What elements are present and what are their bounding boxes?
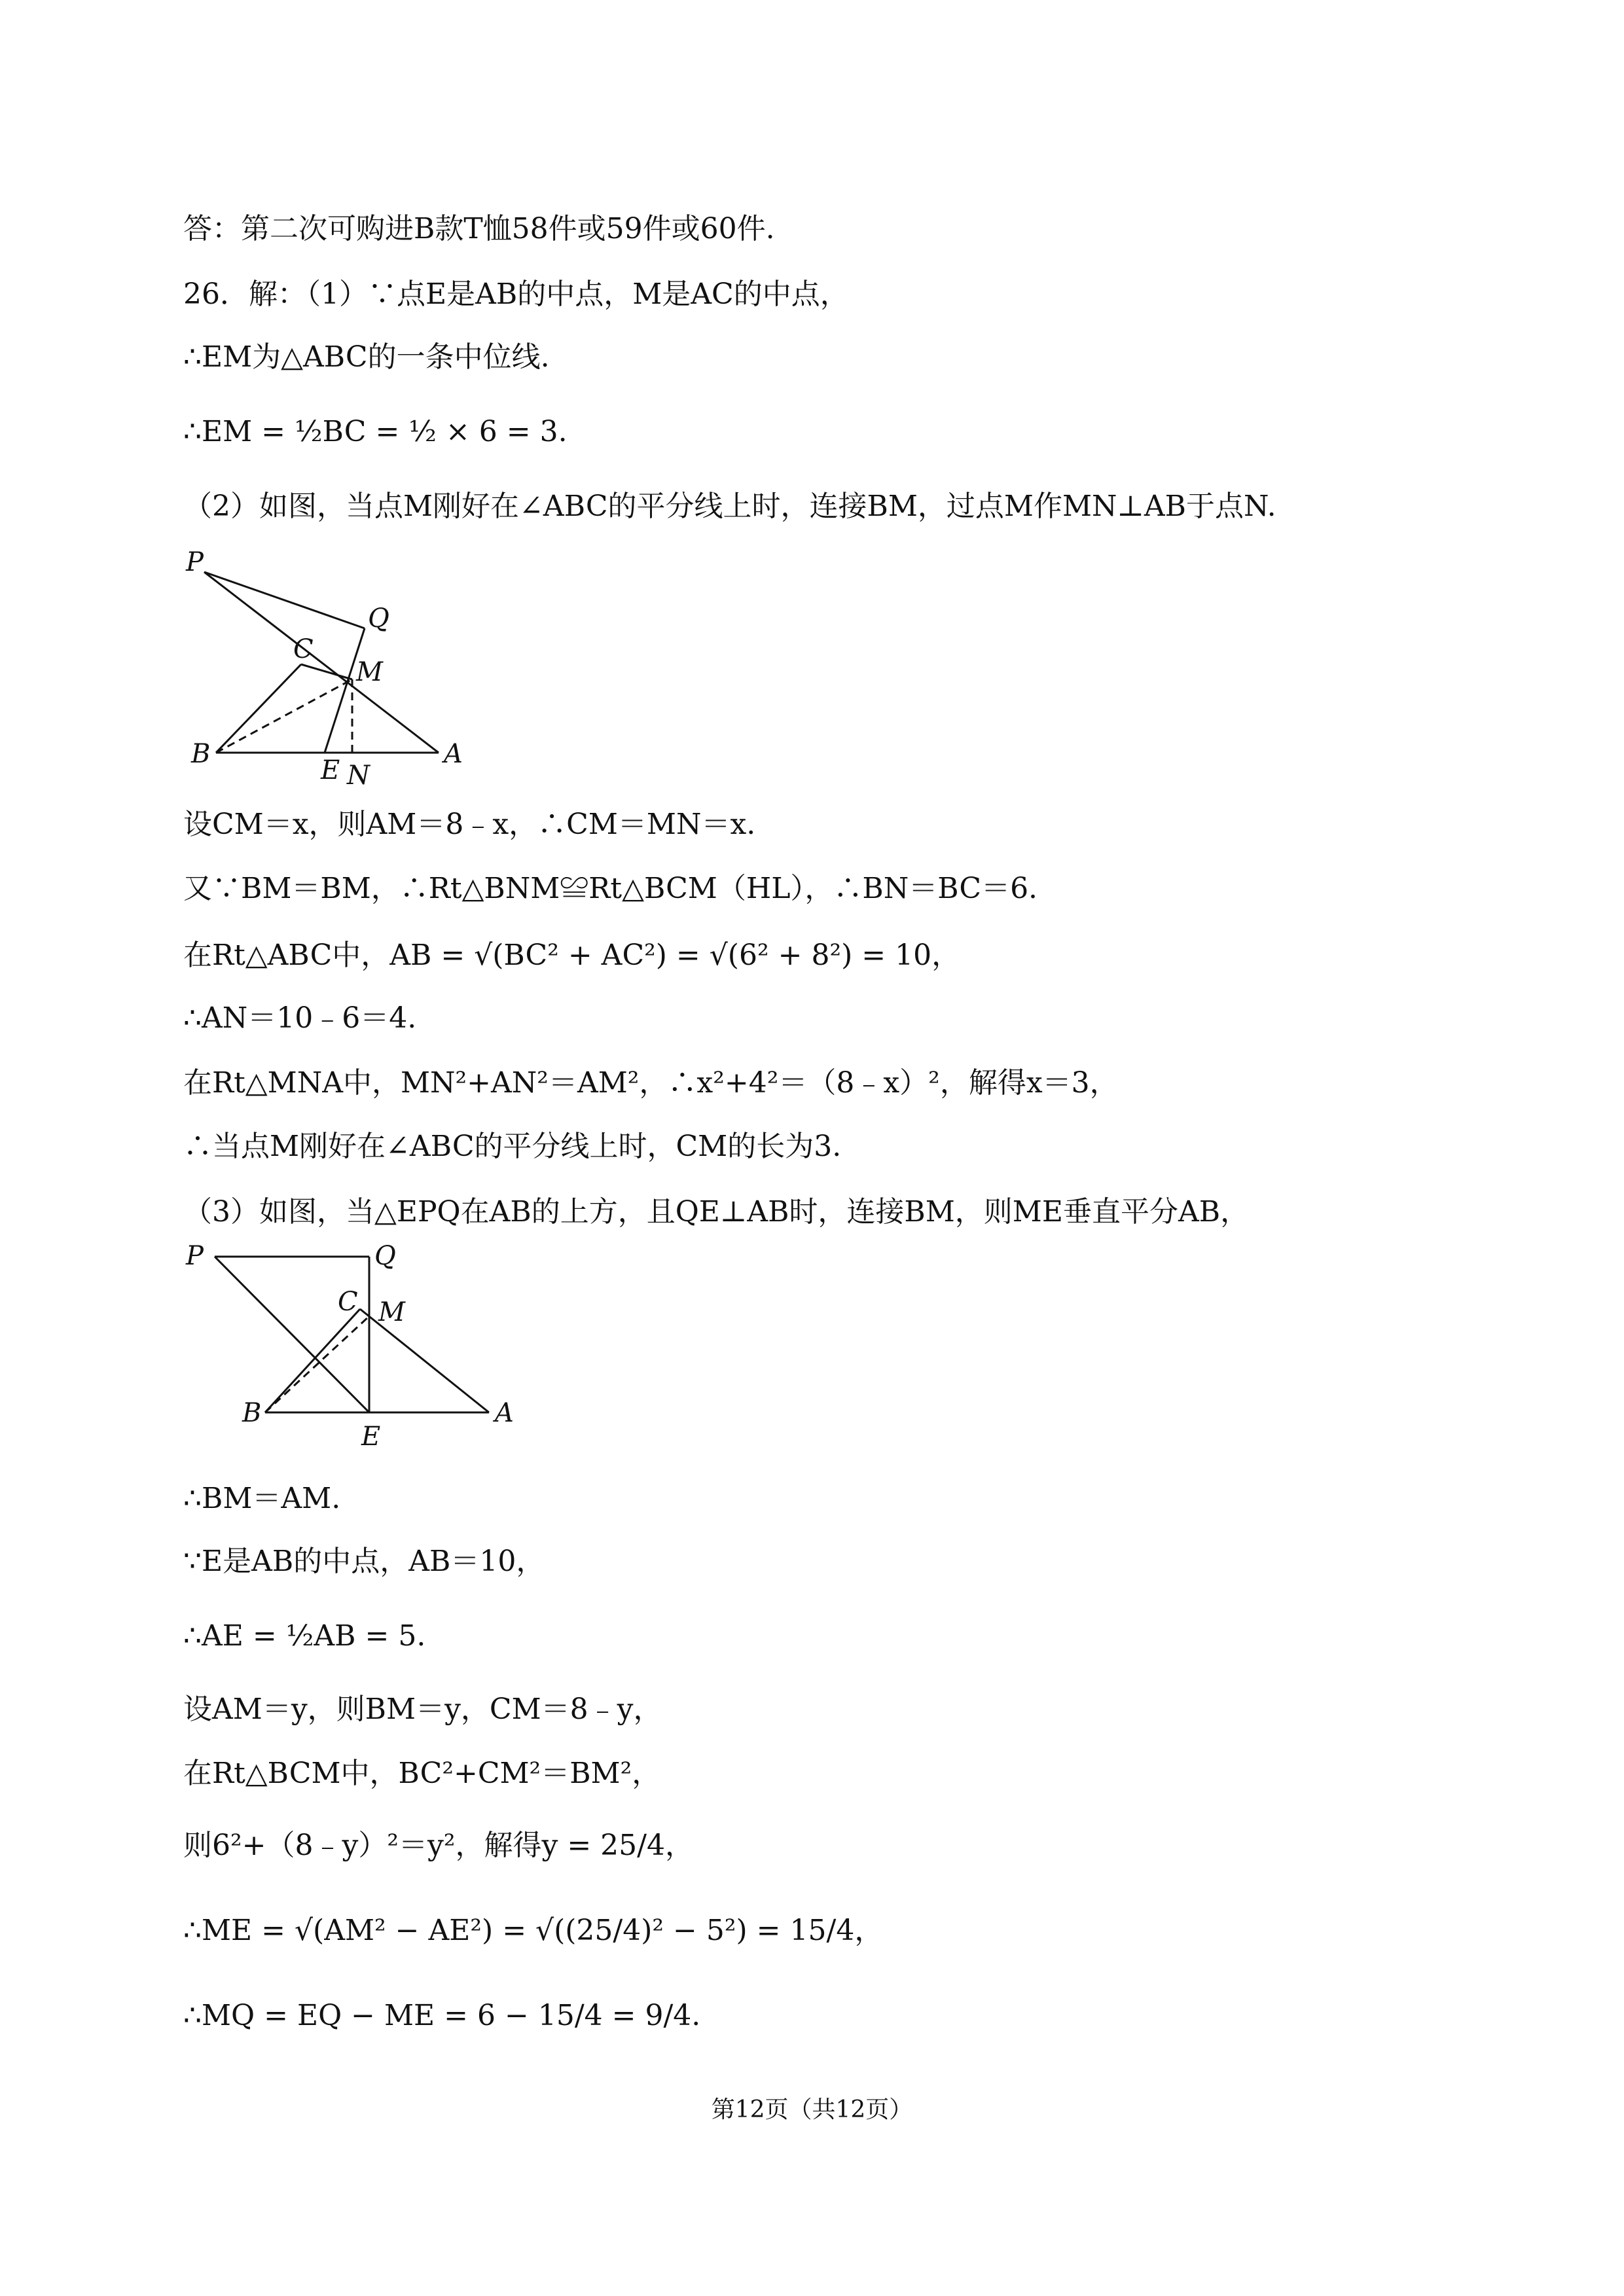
fig1-label-e: E <box>321 755 340 785</box>
p3-line3: ∴AE = ½AB = 5. <box>183 1619 426 1653</box>
p3-line7: ∴ME = √(AM² − AE²) = √((25/4)² − 5²) = 15/4， <box>183 1914 884 1947</box>
em-equation: ∴EM = ½BC = ½ × 6 = 3. <box>183 415 568 448</box>
fig2-label-a: A <box>495 1398 514 1428</box>
fig2-line-bc <box>265 1309 360 1412</box>
page-footer: 第12页（共12页） <box>711 2096 913 2123</box>
figure-1 <box>183 543 511 792</box>
fig1-line-bc <box>216 664 301 753</box>
p3-line6: 则6²+（8﹣y）²＝y²，解得y = 25/4， <box>183 1829 694 1862</box>
p2-line4: ∴AN＝10﹣6＝4. <box>183 1001 417 1035</box>
p2-line3: 在Rt△ABC中，AB = √(BC² + AC²) = √(6² + 8²) = 10， <box>183 939 961 972</box>
fig1-line-pq <box>204 572 365 628</box>
fig2-label-e: E <box>361 1422 381 1452</box>
p2-line6: ∴当点M刚好在∠ABC的平分线上时，CM的长为3. <box>183 1130 842 1163</box>
fig1-label-c: C <box>293 634 314 664</box>
fig2-line-pe <box>215 1257 369 1412</box>
p2-line2: 又∵BM＝BM，∴Rt△BNM≌Rt△BCM（HL），∴BN＝BC＝6. <box>183 872 1038 905</box>
fig1-label-a: A <box>444 739 463 769</box>
part3-intro: （3）如图，当△EPQ在AB的上方，且QE⊥AB时，连接BM，则ME垂直平分AB， <box>183 1195 1250 1229</box>
figure-2 <box>183 1237 550 1460</box>
fig2-label-c: C <box>338 1287 358 1317</box>
fig2-label-q: Q <box>374 1241 396 1271</box>
part2-intro: （2）如图，当点M刚好在∠ABC的平分线上时，连接BM，过点M作MN⊥AB于点N. <box>183 490 1276 523</box>
p2-line5: 在Rt△MNA中，MN²+AN²＝AM²，∴x²+4²＝（8﹣x）²，解得x＝3， <box>183 1066 1119 1100</box>
p3-line1: ∴BM＝AM. <box>183 1482 341 1515</box>
fig1-label-m: M <box>356 657 383 687</box>
fig2-label-p: P <box>186 1241 204 1271</box>
answer-line: 答：第二次可购进B款T恤58件或59件或60件. <box>183 212 775 245</box>
fig1-line-pa <box>204 572 439 753</box>
fig1-label-b: B <box>191 739 211 769</box>
fig2-label-m: M <box>378 1297 405 1327</box>
fig2-label-b: B <box>242 1398 262 1428</box>
p3-line2: ∵E是AB的中点，AB＝10， <box>183 1545 545 1578</box>
fig1-label-n: N <box>347 761 370 791</box>
fig1-line-bm <box>216 679 352 753</box>
q26-line1: ∴EM为△ABC的一条中位线. <box>183 340 550 374</box>
p2-line1: 设CM＝x，则AM＝8﹣x，∴CM＝MN＝x. <box>183 808 756 841</box>
p3-line8: ∴MQ = EQ − ME = 6 − 15/4 = 9/4. <box>183 1999 701 2032</box>
fig1-label-p: P <box>186 547 204 577</box>
fig1-label-q: Q <box>368 603 389 634</box>
p3-line4: 设AM＝y，则BM＝y，CM＝8﹣y， <box>183 1693 662 1726</box>
p3-line5: 在Rt△BCM中，BC²+CM²＝BM²， <box>183 1757 661 1790</box>
q26-intro: 26．解：（1）∵点E是AB的中点，M是AC的中点， <box>183 278 849 311</box>
